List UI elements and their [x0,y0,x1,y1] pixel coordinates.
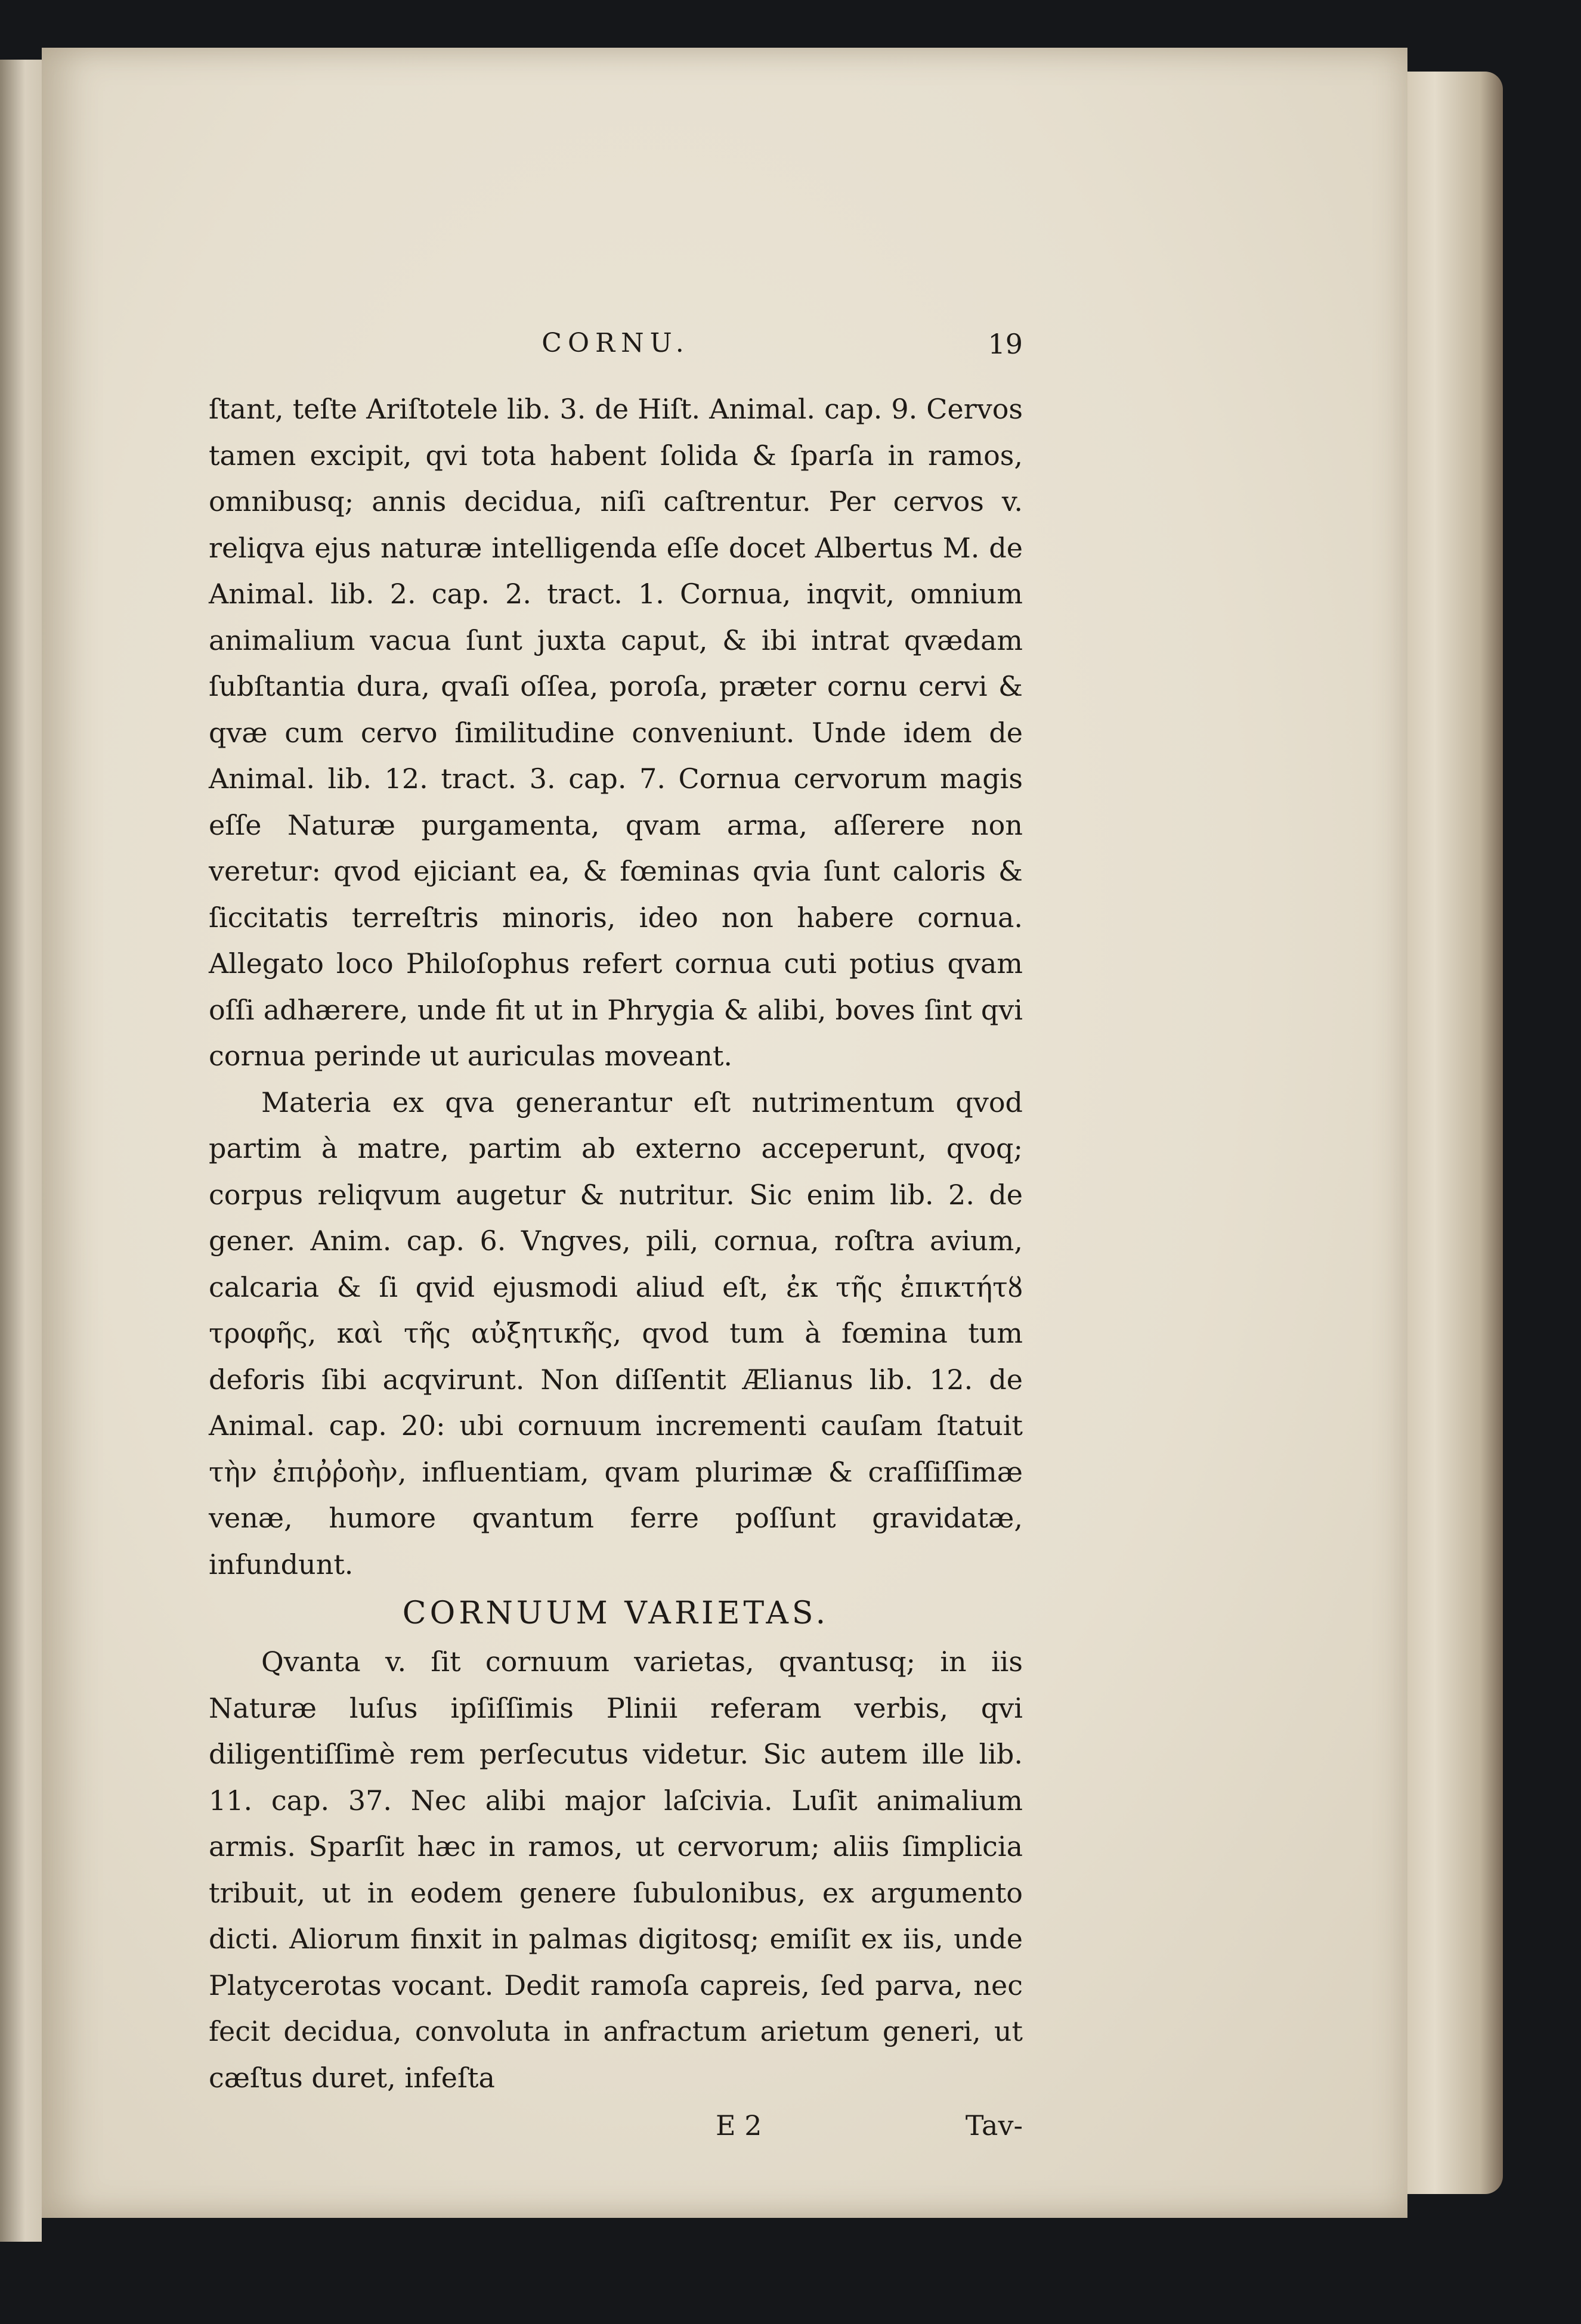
section-heading: CORNUUM VARIETAS. [402,1595,830,1631]
running-title: CORNU. [542,328,690,358]
book-page [42,48,1407,2218]
signature-mark: E 2 [716,2109,762,2142]
body-text [209,386,1023,2101]
catchword: Tav- [965,2109,1023,2142]
facing-page-edge [0,60,42,2242]
paragraph-3: Qvanta v. ſit cornuum varietas, qvantusq; in iis Naturæ luſus ipſiſſimis Plinii referam verbis, qvi diligentiſſimè rem perſecutus videtur. Sic autem ille lib. 11. cap. 37. Nec alibi major laſcivia. Luſit animalium armis. Sparſit hæc in ramos, ut cervorum; aliis ſimplicia tribuit, ut in eodem genere ſubulonibus, ex argumento dicti. Aliorum finxit in palmas digitosq; emiſit ex iis, unde Platycerotas vocant. Dedit ramoſa capreis, ſed parva, nec fecit decidua, convoluta in anfractum arietum generi, ut cæſtus duret, infeſta [209,1646,1023,2094]
page-footer [209,2109,1023,2157]
text-block [209,328,1023,2157]
paragraph-1: ſtant, teſte Ariſtotele lib. 3. de Hiſt. Animal. cap. 9. Cervos tamen excipit, qvi tota habent ſolida & ſparſa in ramos, omnibusq; annis decidua, niſi caſtrentur. Per cervos v. reliqva ejus naturæ intelligenda eſſe docet Albertus M. de Animal. lib. 2. cap. 2. tract. 1. Cornua, inqvit, omnium animalium vacua ſunt juxta caput, & ibi intrat qvædam ſubſtantia dura, qvaſi oſſea, poroſa, præter cornu cervi & qvæ cum cervo ſimilitudine conveniunt. Unde idem de Animal. lib. 12. tract. 3. cap. 7. Cornua cervorum magis eſſe Naturæ purgamenta, qvam arma, aſſerere non veretur: qvod ejiciant ea, & fœminas qvia ſunt caloris & ſiccitatis terreſtris minoris, ideo non habere cornua. Allegato loco Philoſophus refert cornua cuti potius qvam oſſi adhærere, unde fit ut in Phrygia & alibi, boves ſint qvi cornua perinde ut auriculas moveant. [209,393,1023,1072]
running-head [209,328,1023,370]
page-number: 19 [988,328,1023,360]
paragraph-2: Materia ex qva generantur eſt nutrimentum qvod partim à matre, partim ab externo acceperunt, qvoq; corpus reliqvum augetur & nutritur. Sic enim lib. 2. de gener. Anim. cap. 6. Vngves, pili, cornua, roſtra avium, calcaria & ſi qvid ejusmodi aliud eſt, ἐκ τῆς ἐπικτήτȣ τροφῆς, καὶ τῆς αὐξητικῆς, qvod tum à fœmina tum deforis ſibi acqvirunt. Non diſſentit Ælianus lib. 12. de Animal. cap. 20: ubi cornuum incrementi cauſam ſtatuit τὴν ἐπιῤῥοὴν, influentiam, qvam plurimæ & craſſiſſimæ venæ, humore qvantum ferre poſſunt gravidatæ, infundunt. [209,1086,1023,1581]
